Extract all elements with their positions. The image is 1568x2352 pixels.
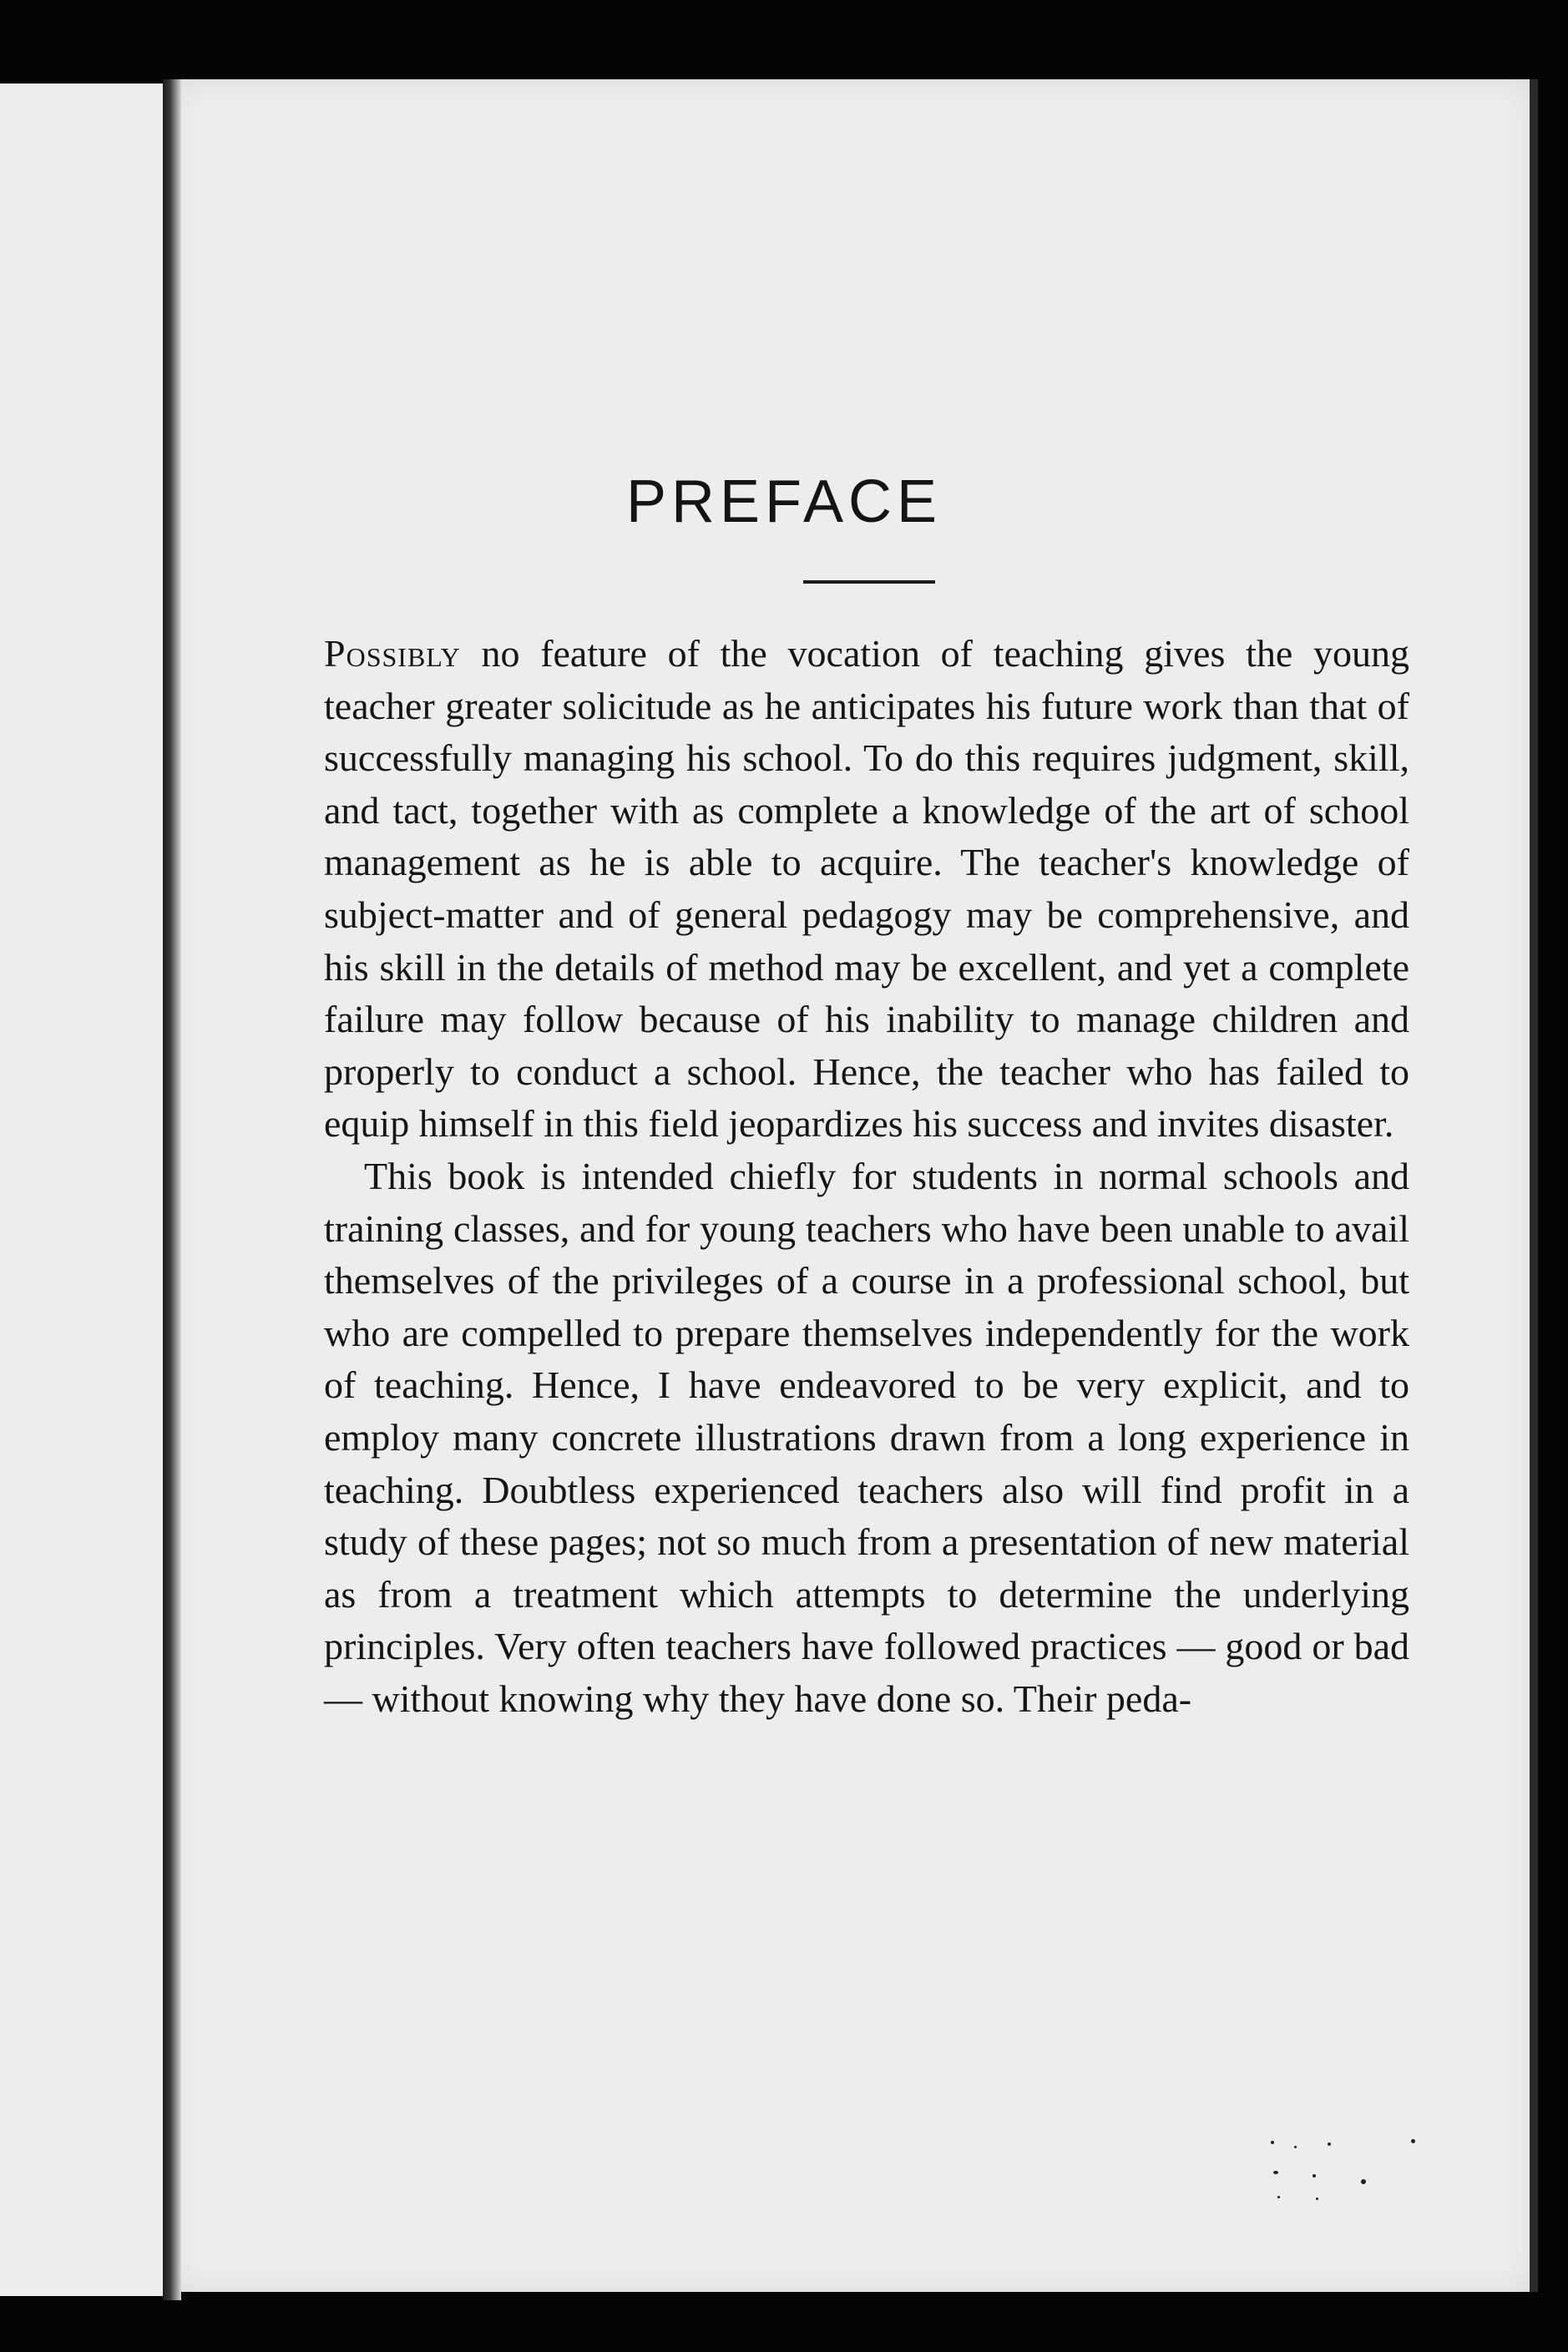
paragraph-text: no feature of the vocation of teaching gives the young teacher greater solicitude as he anticipates his future work than that of successfully managing his school. To do this requires judgment, skill, and tact, together with as complete a knowledge of the art of school management as he is able to acquire. The teacher's knowledge of subject-matter and of general pedagogy may be comprehensive, and his skill in the details of method may be excellent, and yet a complete failure may follow because of his inability to manage children and properly to conduct a school. Hence, the teacher who has failed to equip himself in this field jeopardizes his success and invites disaster. — [324, 632, 1409, 1146]
page-right-edge — [1530, 79, 1538, 2292]
preface-body — [324, 628, 1409, 1725]
paragraph-lead-word: Possibly — [324, 632, 461, 675]
paragraph-1 — [324, 628, 1409, 1151]
previous-leaf-edge — [0, 83, 171, 2296]
book-spine-shadow — [163, 79, 181, 2300]
title-divider — [803, 580, 935, 584]
paragraph-text: This book is intended chiefly for students in normal schools and training classes, and for young teachers who have been unable to avail themselves of the privileges of a course in a professional school, but who are compelled to prepare themselves independently for the work of teaching. Hence, I have endeavored to be very explicit, and to employ many concrete illustrations drawn from a long experience in teaching. Doubtless experienced teachers also will find profit in a study of these pages; not so much from a presentation of new material as from a treatment which attempts to determine the underlying principles. Very often teachers have followed practices — good or bad — without knowing why they have done so. Their peda- — [324, 1154, 1409, 1720]
page-title: PREFACE — [625, 468, 943, 535]
paragraph-2 — [324, 1151, 1409, 1726]
scan-specks — [1261, 2137, 1428, 2213]
